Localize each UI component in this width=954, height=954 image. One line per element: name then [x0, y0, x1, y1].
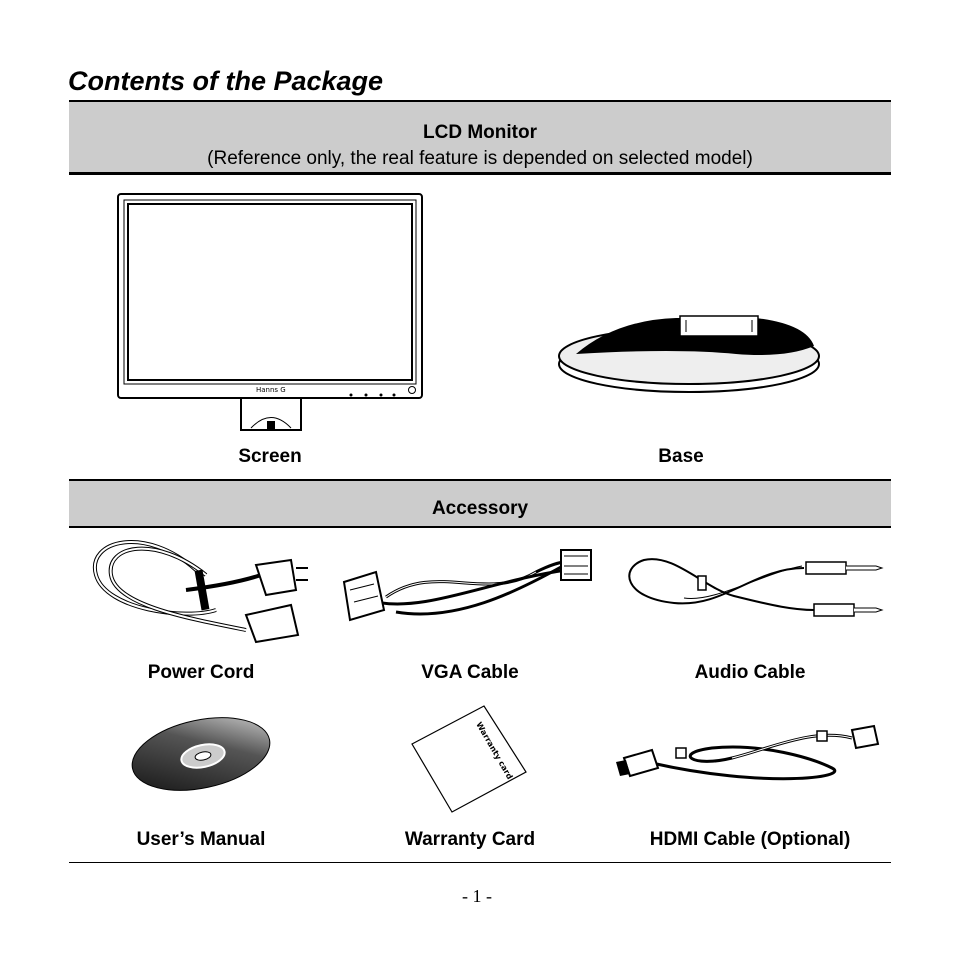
warranty-card-label: Warranty Card	[404, 829, 536, 850]
page-number: - 1 -	[462, 886, 492, 906]
bottom-rule	[69, 862, 891, 863]
audio-cable-label: Audio Cable	[694, 662, 806, 683]
hdmi-cable-illustration	[612, 718, 888, 798]
power-cord-illustration	[86, 530, 316, 648]
vga-cable-label: VGA Cable	[421, 662, 519, 683]
lcd-monitor-heading: LCD Monitor	[423, 122, 537, 143]
users-manual-label: User’s Manual	[136, 829, 266, 850]
monitor-screen-illustration	[116, 192, 424, 436]
accessory-header	[69, 479, 891, 528]
hdmi-cable-label: HDMI Cable (Optional)	[649, 829, 851, 850]
warranty-card-text: Warranty card	[474, 720, 515, 781]
vga-cable-illustration	[336, 542, 604, 628]
monitor-brand-text: Hanns G	[256, 386, 286, 394]
power-cord-label: Power Cord	[147, 662, 255, 683]
lcd-monitor-note: (Reference only, the real feature is depended on selected model)	[207, 148, 753, 169]
monitor-base-illustration	[556, 310, 822, 396]
users-manual-cd-illustration	[128, 714, 274, 794]
accessory-heading: Accessory	[431, 498, 529, 519]
audio-cable-illustration	[614, 548, 886, 628]
lcd-monitor-header	[69, 100, 891, 175]
page-title: Contents of the Package	[68, 66, 384, 96]
base-label: Base	[658, 446, 704, 467]
warranty-card-illustration	[406, 702, 532, 814]
screen-label: Screen	[238, 446, 302, 467]
